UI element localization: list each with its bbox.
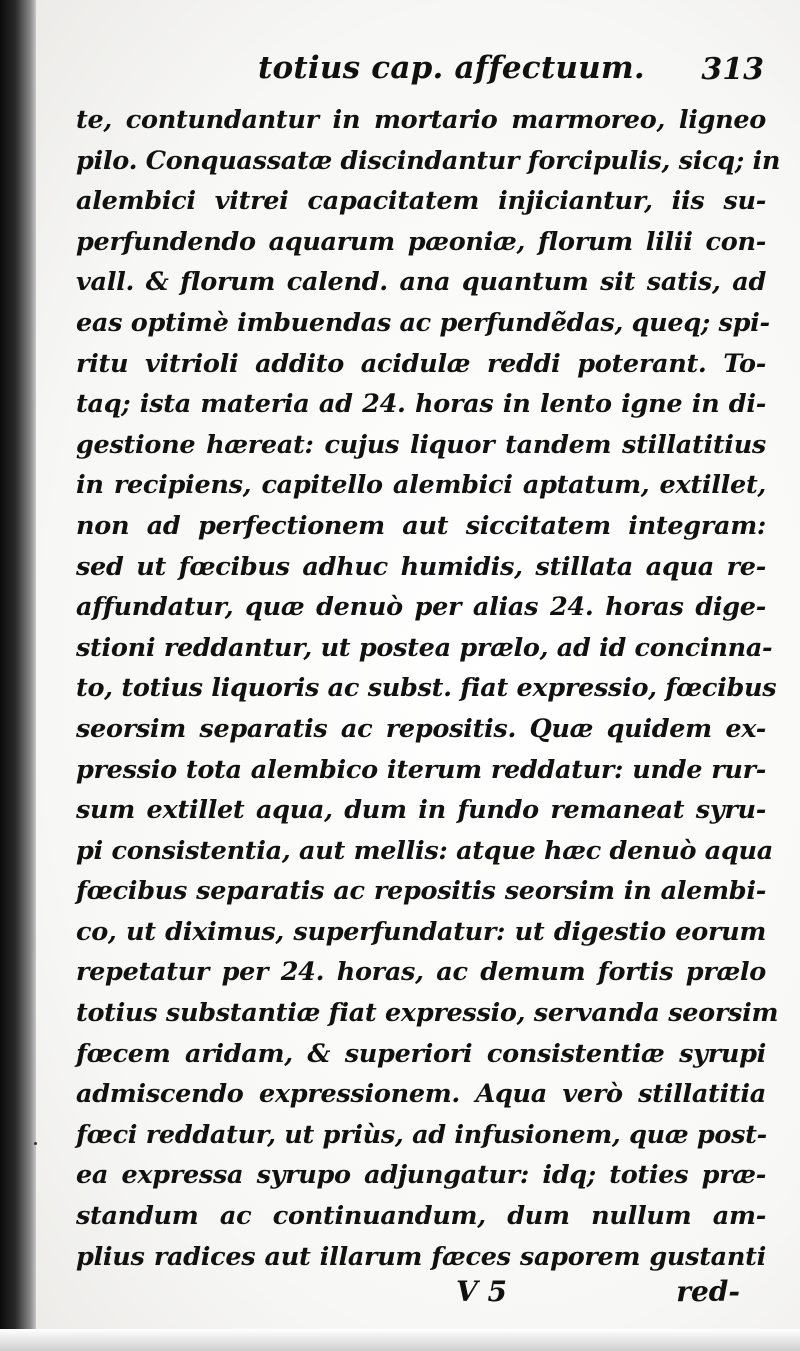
page-number: 313 (701, 52, 764, 87)
text-line: vall. & florum calend. ana quantum sit satis, ad (76, 267, 766, 298)
page-footer (36, 1275, 800, 1315)
text-line: co, ut diximus, superfundatur: ut digestio eorum (76, 916, 766, 947)
text-line: admiscendo expressionem. Aqua verò stillatitia (76, 1079, 766, 1110)
text-line: pressio tota alembico iterum reddatur: unde rur- (76, 754, 766, 785)
text-line: in recipiens, capitello alembici aptatum, extillet, (76, 470, 766, 501)
signature-mark: V 5 (456, 1275, 507, 1308)
catchword: red- (676, 1275, 740, 1308)
text-line: stioni reddantur, ut postea prælo, ad id concinna- (76, 632, 773, 663)
text-line: seorsim separatis ac repositis. Quæ quidem ex- (76, 713, 766, 744)
text-line: te, contundantur in mortario marmoreo, ligneo (76, 105, 766, 135)
text-line: perfundendo aquarum pæoniæ, florum lilii con- (76, 226, 766, 257)
text-line: fœcem aridam, & superiori consistentiæ syrupi (76, 1038, 766, 1069)
text-line: affundatur, quæ denuò per alias 24. horas dige- (76, 592, 766, 623)
text-line: plius radices aut illarum fæces saporem gustanti (76, 1241, 766, 1272)
text-line: fœcibus separatis ac repositis seorsim in alembi- (76, 876, 766, 907)
text-line: alembici vitrei capacitatem injiciantur, iis su- (76, 186, 766, 217)
text-line: gestione hæreat: cujus liquor tandem stillatitius (76, 429, 766, 460)
text-line: eas optimè imbuendas ac perfundẽdas, queq; spi- (76, 307, 770, 338)
text-line: totius substantiæ fiat expressio, servanda seorsim (76, 998, 779, 1029)
book-page (36, 0, 800, 1351)
scan-binding-shadow (0, 0, 38, 1351)
text-line: to, totius liquoris ac subst. fiat expressio, fœcibus (76, 673, 777, 704)
text-line: taq; ista materia ad 24. horas in lento igne in di- (76, 389, 766, 420)
ink-speck (34, 1142, 37, 1145)
text-line: ea expressa syrupo adjungatur: idq; toties præ- (76, 1160, 766, 1191)
text-line: pi consistentia, aut mellis: atque hæc denuò aqua (76, 835, 773, 866)
text-line: standum ac continuandum, dum nullum am- (76, 1201, 766, 1232)
text-line: sed ut fœcibus adhuc humidis, stillata aqua re- (76, 551, 766, 582)
scan-bottom-shadow (0, 1329, 800, 1351)
text-block (76, 100, 781, 1277)
text-line: sum extillet aqua, dum in fundo remaneat syru- (76, 795, 766, 826)
running-head (36, 50, 800, 94)
text-line: pilo. Conquassatæ discindantur forcipulis, sicq; in (76, 145, 781, 176)
text-line: non ad perfectionem aut siccitatem integram: (76, 510, 766, 541)
text-line: fœci reddatur, ut priùs, ad infusionem, quæ post- (76, 1119, 767, 1150)
text-line: repetatur per 24. horas, ac demum fortis prælo (76, 957, 766, 988)
text-line: ritu vitrioli addito acidulæ reddi poterant. To- (76, 348, 766, 379)
running-title: totius cap. affectuum. (258, 50, 645, 86)
